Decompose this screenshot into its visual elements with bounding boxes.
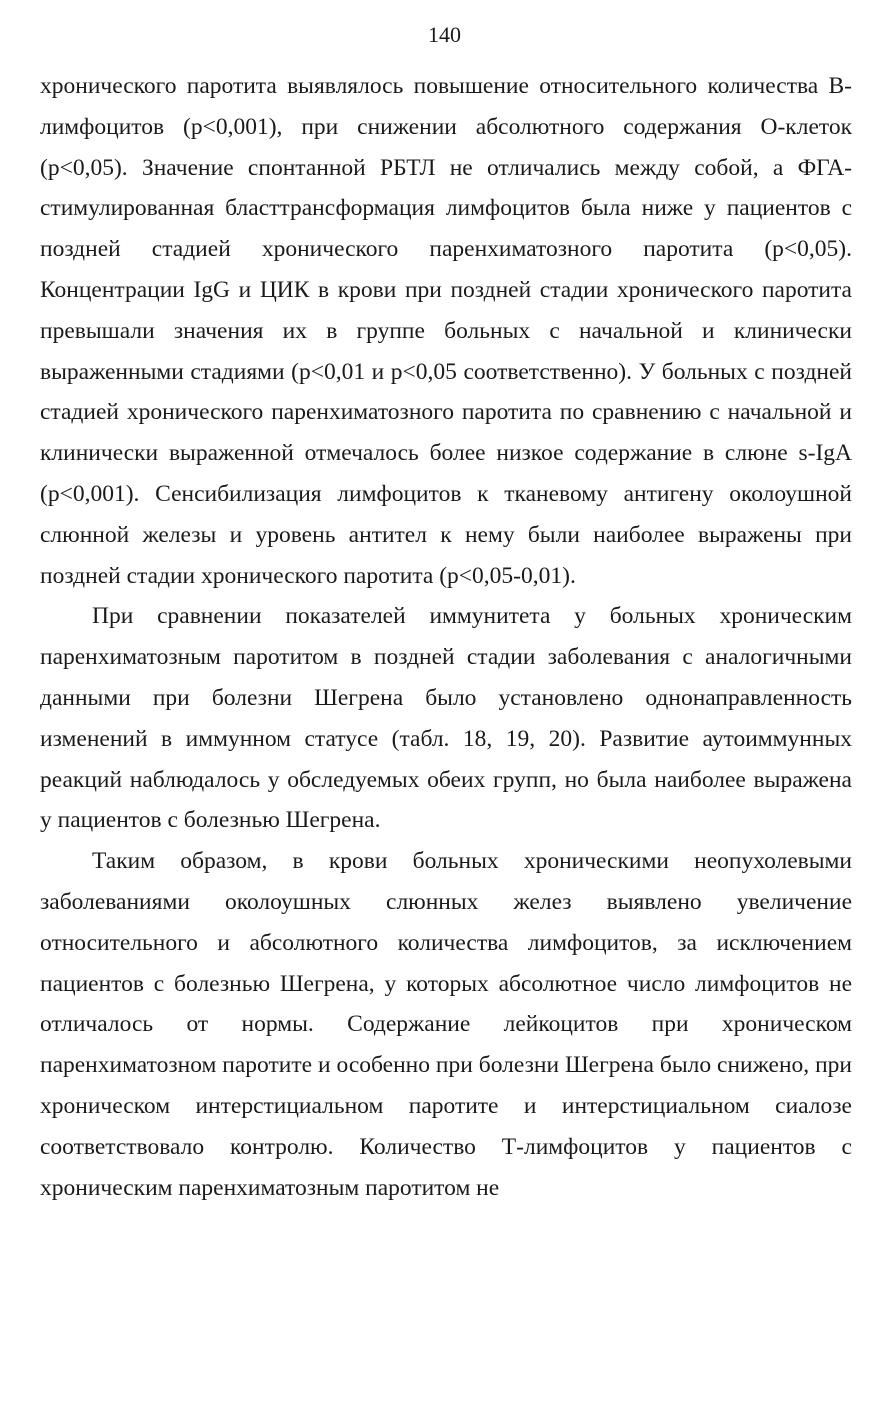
paragraph-comparison: При сравнении показателей иммунитета у больных хроническим паренхиматозным паротитом в поздней стадии заболевания с аналогичными данными при болезни Шегрена было установлено однонаправленность изменений в иммунном статусе (табл. 18, 19, 20). Развитие аутоиммунных реакций наблюдалось у обследуемых обеих групп, но была наиболее выражена у пациентов с болезнью Шегрена. [40,603,852,834]
paragraph-continuation: хронического паротита выявлялось повышение относительного количества В-лимфоцитов (р<0,001), при снижении абсолютного содержания О-клеток (р<0,05). Значение спонтанной РБТЛ не отличались между собой, а ФГА-стимулированная бласттрансформация лимфоцитов была ниже у пациентов с поздней стадией хронического паренхиматозного паротита (р<0,05). Концентрации IgG и ЦИК в крови при поздней стадии хронического паротита превышали значения их в группе больных с начальной и клинически выраженными стадиями (р<0,01 и р<0,05 соответственно). У больных с поздней стадией хронического паренхиматозного паротита по сравнению с начальной и клинически выраженной отмечалось более низкое содержание в слюне s-IgA (р<0,001). Сенсибилизация лимфоцитов к тканевому антигену околоушной слюнной железы и уровень антител к нему были наиболее выражены при поздней стадии хронического паротита (р<0,05-0,01). [40,73,852,589]
paragraph-conclusion: Таким образом, в крови больных хроническими неопухолевыми заболеваниями околоушных слюнных желез выявлено увеличение относительного и абсолютного количества лимфоцитов, за исключением пациентов с болезнью Шегрена, у которых абсолютное число лимфоцитов не отличалось от нормы. Содержание лейкоцитов при хроническом паренхиматозном паротите и особенно при болезни Шегрена было снижено, при хроническом интерстициальном паротите и интерстициальном сиалозе соответствовало контролю. Количество Т-лимфоцитов у пациентов с хроническим паренхиматозным паротитом не [40,848,852,1201]
page-number: 140 [428,22,461,47]
body-text [40,66,852,1208]
